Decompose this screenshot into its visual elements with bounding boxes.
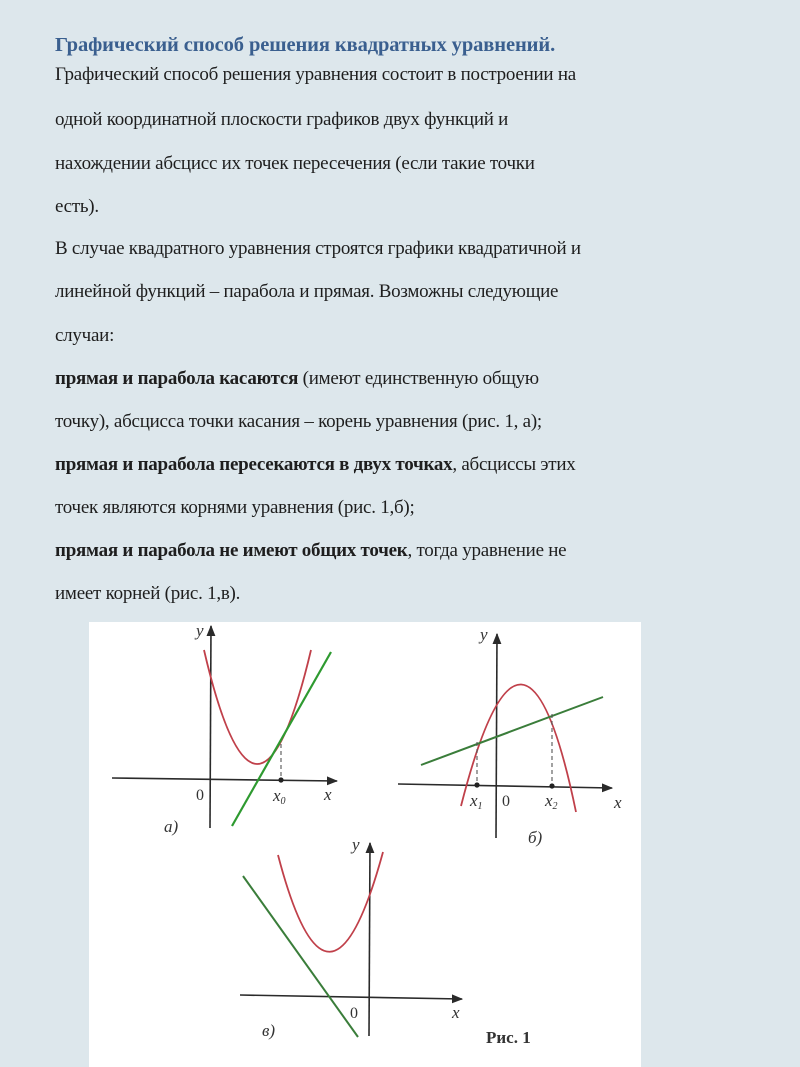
y-label-a: y bbox=[196, 622, 204, 640]
case-b-bold: прямая и парабола пересекаются в двух точках bbox=[55, 454, 453, 475]
case-c-line2: имеет корней (рис. 1,в). bbox=[55, 583, 241, 604]
y-axis-c bbox=[369, 843, 370, 1036]
x-axis-b bbox=[398, 784, 612, 788]
parabola-c bbox=[278, 852, 383, 952]
paragraph-line: линейной функций – парабола и прямая. Возможны следующие bbox=[55, 281, 559, 302]
paragraph-line: В случае квадратного уравнения строятся графики квадратичной и bbox=[55, 238, 581, 259]
paragraph-line: нахождении абсцисс их точек пересечения (если такие точки bbox=[55, 153, 535, 174]
line-c bbox=[243, 876, 358, 1037]
x2-sub: 2 bbox=[552, 801, 558, 812]
panel-label-c: в) bbox=[262, 1021, 276, 1040]
document-title: Графический способ решения квадратных уравнений. bbox=[55, 34, 556, 56]
origin-label-a: 0 bbox=[196, 787, 204, 804]
case-b-line2: точек являются корнями уравнения (рис. 1,б); bbox=[55, 497, 415, 518]
figure-panel bbox=[89, 622, 641, 1067]
x-axis-c bbox=[240, 995, 462, 999]
panel-label-a: а) bbox=[164, 817, 179, 836]
case-b-rest: , абсциссы этих bbox=[452, 454, 576, 475]
x1-name: x bbox=[470, 791, 478, 810]
x2-name: x bbox=[545, 791, 553, 810]
case-a-line1 bbox=[55, 368, 539, 390]
parabola-b bbox=[461, 684, 576, 812]
y-axis-a bbox=[210, 626, 211, 828]
origin-label-c: 0 bbox=[350, 1005, 358, 1022]
case-a-bold: прямая и парабола касаются bbox=[55, 368, 299, 389]
case-c-rest: , тогда уравнение не bbox=[407, 540, 567, 561]
case-a-rest: (имеют единственную общую bbox=[298, 368, 539, 389]
point-x0 bbox=[278, 777, 283, 782]
line-b bbox=[421, 697, 603, 765]
case-b-line1 bbox=[55, 454, 576, 476]
graph-c bbox=[240, 835, 462, 1040]
x1-label bbox=[469, 791, 483, 812]
x-axis-a bbox=[112, 778, 337, 781]
panel-label-b: б) bbox=[528, 828, 543, 847]
x2-label bbox=[544, 791, 558, 812]
case-c-bold: прямая и парабола не имеют общих точек bbox=[55, 540, 408, 561]
figure-svg bbox=[89, 622, 641, 1067]
graph-a bbox=[112, 622, 337, 836]
paragraph-line: Графический способ решения уравнения состоит в построении на bbox=[55, 64, 576, 85]
y-label-b: y bbox=[480, 625, 488, 644]
y-label-c: y bbox=[352, 835, 360, 854]
x1-sub: 1 bbox=[477, 801, 483, 812]
point-x1 bbox=[474, 782, 479, 787]
paragraph-line: случаи: bbox=[55, 325, 115, 346]
case-c-line1 bbox=[55, 540, 566, 562]
figure-caption: Рис. 1 bbox=[486, 1028, 531, 1047]
x-label-c: x bbox=[452, 1003, 460, 1022]
paragraph-line: одной координатной плоскости графиков двух функций и bbox=[55, 109, 509, 130]
x-label-b: x bbox=[614, 793, 622, 812]
origin-label-b: 0 bbox=[502, 793, 510, 810]
point-x2 bbox=[549, 783, 554, 788]
case-a-line2: точку), абсцисса точки касания – корень уравнения (рис. 1, а); bbox=[55, 411, 542, 432]
x-label-a: x bbox=[324, 785, 332, 804]
x0-sub: 0 bbox=[280, 796, 286, 807]
parabola-a bbox=[204, 650, 311, 764]
paragraph-line: есть). bbox=[55, 196, 99, 217]
graph-b bbox=[398, 625, 622, 847]
x0-label bbox=[272, 786, 286, 807]
x0-name: x bbox=[273, 786, 281, 805]
